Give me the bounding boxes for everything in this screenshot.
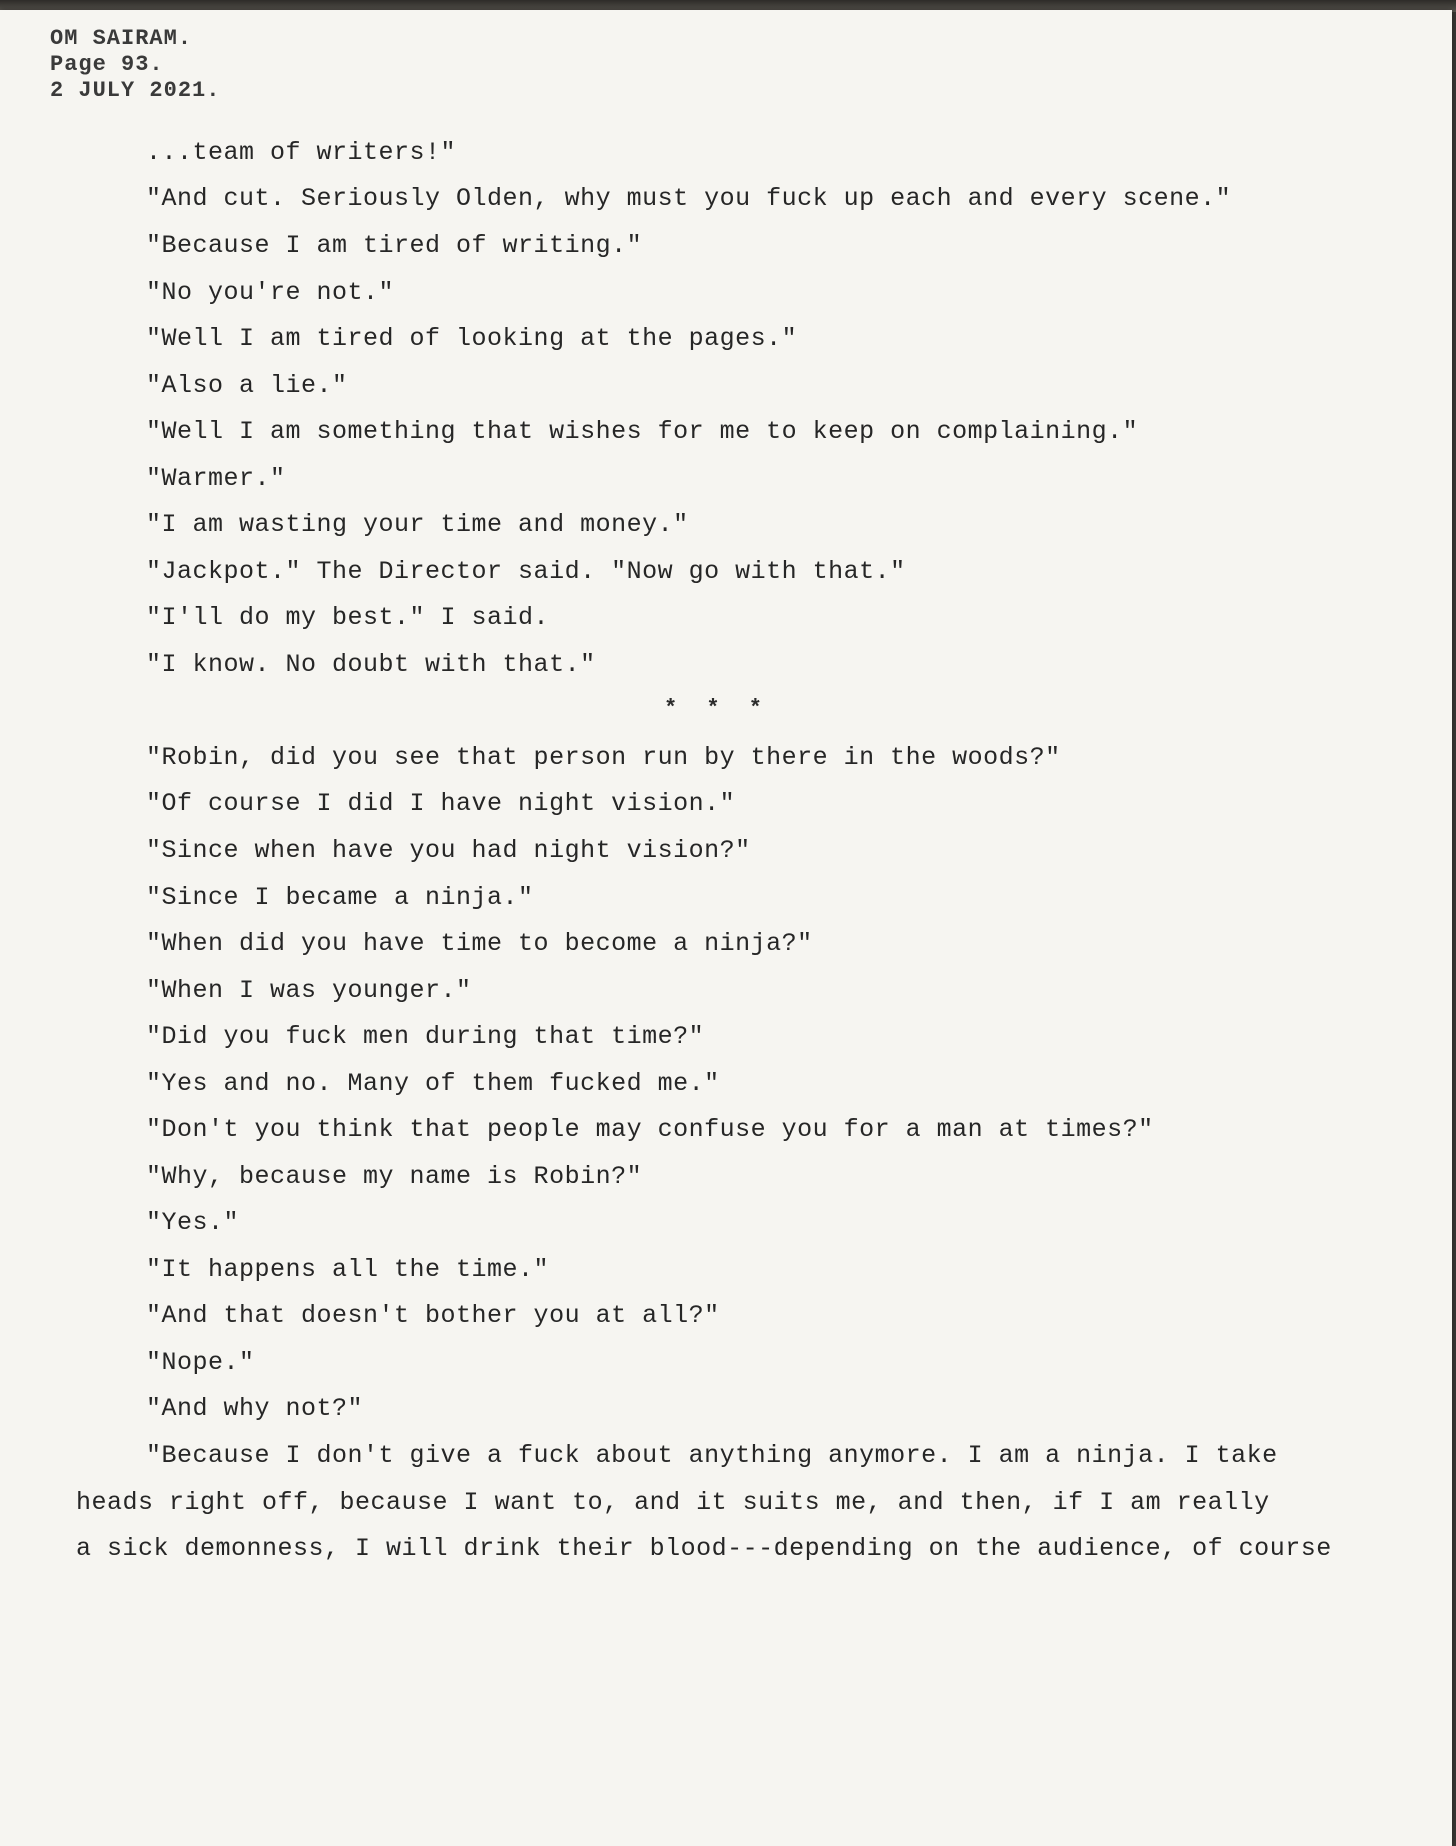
text-line: "Jackpot." The Director said. "Now go with that." — [146, 557, 906, 586]
text-line: "Of course I did I have night vision." — [146, 789, 736, 818]
text-line: ...team of writers!" — [146, 138, 457, 167]
text-line: "I know. No doubt with that." — [146, 650, 596, 679]
text-line: "Yes and no. Many of them fucked me." — [146, 1069, 720, 1098]
text-line: "I am wasting your time and money." — [146, 510, 689, 539]
text-line: "It happens all the time." — [146, 1255, 550, 1284]
text-line: "No you're not." — [146, 278, 395, 307]
text-line: "Because I am tired of writing." — [146, 231, 643, 260]
text-line: "Because I don't give a fuck about anything anymore. I am a ninja. I take — [146, 1441, 1278, 1470]
text-line: "And why not?" — [146, 1394, 364, 1423]
text-line: "Since when have you had night vision?" — [146, 836, 751, 865]
text-line: "When did you have time to become a ninja?" — [146, 929, 813, 958]
header-date: 2 JULY 2021. — [50, 78, 221, 103]
text-line: "Robin, did you see that person run by there in the woods?" — [146, 743, 1061, 772]
text-line: "Well I am tired of looking at the pages." — [146, 324, 798, 353]
header-title: OM SAIRAM. — [50, 26, 193, 51]
text-line: "Warmer." — [146, 464, 286, 493]
text-line: "I'll do my best." I said. — [146, 603, 550, 632]
page-header — [50, 26, 220, 104]
section-separator: * * * — [664, 696, 771, 721]
text-line: "And that doesn't bother you at all?" — [146, 1301, 720, 1330]
text-line: a sick demonness, I will drink their blood---depending on the audience, of course — [76, 1534, 1332, 1563]
text-line: "Well I am something that wishes for me to keep on complaining." — [146, 417, 1139, 446]
text-line: heads right off, because I want to, and it suits me, and then, if I am really — [76, 1488, 1270, 1517]
text-line: "Don't you think that people may confuse you for a man at times?" — [146, 1115, 1154, 1144]
text-line: "Did you fuck men during that time?" — [146, 1022, 705, 1051]
text-line: "Nope." — [146, 1348, 255, 1377]
typewritten-page — [0, 10, 1452, 1846]
text-line: "Why, because my name is Robin?" — [146, 1162, 643, 1191]
header-page-number: Page 93. — [50, 52, 164, 77]
text-line: "And cut. Seriously Olden, why must you fuck up each and every scene." — [146, 184, 1232, 213]
text-line: "When I was younger." — [146, 976, 472, 1005]
text-line: "Yes." — [146, 1208, 240, 1237]
text-line: "Also a lie." — [146, 371, 348, 400]
text-line: "Since I became a ninja." — [146, 883, 534, 912]
